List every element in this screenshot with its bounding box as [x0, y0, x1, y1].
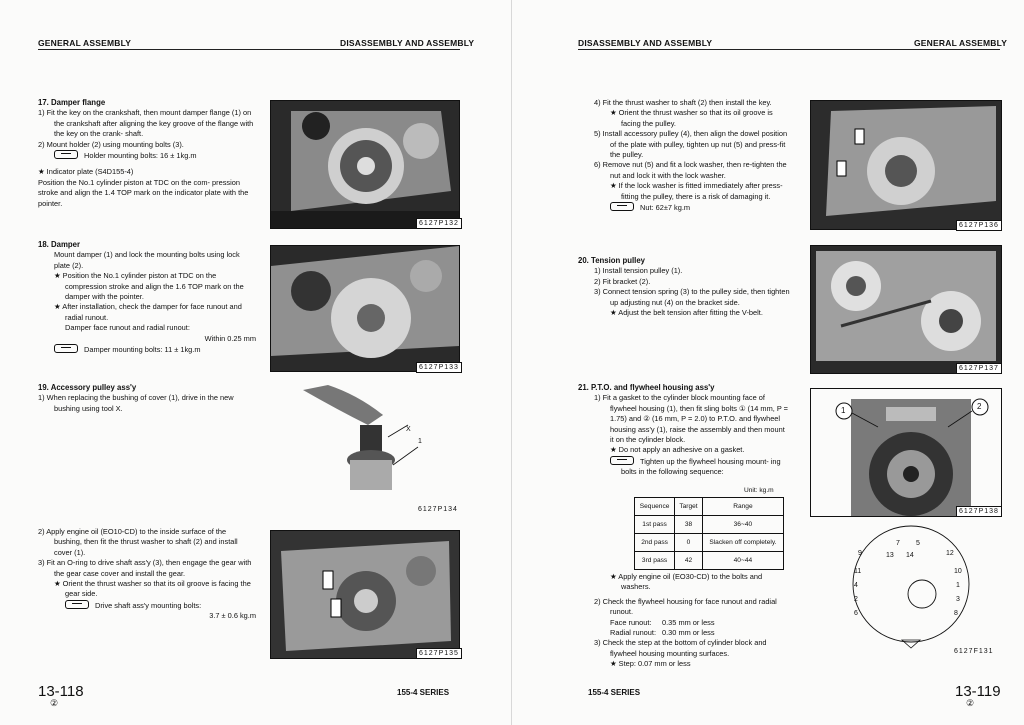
header-right: GENERAL ASSEMBLY	[914, 38, 1008, 48]
step-6: 6) Remove nut (5) and fit a lock washer, then re-tighten the nut and lock it with the lock washer.	[594, 160, 787, 180]
photo-caption: 6127P133	[416, 362, 462, 373]
section-21-step-3: 3) Check the step at the bottom of cylinder block and flywheel housing mounting surfaces.	[594, 638, 767, 658]
table-cell: 38	[675, 516, 703, 534]
section-19-torque	[38, 600, 256, 611]
section-21-star-2: ★ Apply engine oil (EO30-CD) to the bolts and washers.	[610, 572, 763, 592]
section-19-step-1: 1) When replacing the bushing of cover (1), drive in the new bushing using tool X.	[38, 393, 234, 413]
section-20-step-1: 1) Install tension pulley (1).	[594, 266, 683, 276]
step-4-star: ★ Orient the thrust washer so that its oil groove is facing the pulley.	[610, 108, 773, 128]
bolt-number: 10	[954, 568, 962, 575]
torque-spec: Damper mounting bolts: 11 ± 1kg.m	[84, 345, 201, 355]
table-row	[635, 552, 784, 570]
section-18-step: Mount damper (1) and lock the mounting bolts using lock plate (2).	[54, 250, 240, 270]
bolt-number: 4	[854, 582, 858, 589]
bolt-sequence-diagram	[850, 522, 972, 650]
series-label: 155-4 SERIES	[588, 688, 641, 697]
callout-1: 1	[841, 406, 847, 415]
section-19	[38, 383, 256, 414]
header-rule	[38, 49, 460, 50]
bolt-number: 7	[896, 540, 900, 547]
engine-photo-image	[271, 101, 459, 228]
section-18-star-1: ★ Position the No.1 cylinder piston at TDC on the compression stroke and align the 1.6 TOP mark on the damper with the pointer.	[54, 271, 244, 302]
engine-photo-image	[811, 246, 1001, 373]
bolt-number: 1	[956, 582, 960, 589]
engine-photo-image	[811, 101, 1001, 229]
torque-wrench-icon	[610, 202, 634, 211]
photo-caption: 6127P132	[416, 218, 462, 229]
section-21-star: ★ Do not apply an adhesive on a gasket.	[610, 445, 745, 455]
radial-runout-value: 0.30 mm or less	[662, 628, 715, 638]
label-x: X	[406, 426, 412, 433]
step-spec: ★ Step: 0.07 mm or less	[610, 659, 691, 669]
photo-6127p132	[270, 100, 460, 229]
torque-value: 3.7 ± 0.6 kg.m	[209, 611, 256, 621]
table-unit: Unit: kg.m	[744, 487, 774, 494]
bolt-number: 9	[858, 550, 862, 557]
page-number: 13-119	[955, 683, 1001, 700]
photo-6127p136	[810, 100, 1002, 230]
table-cell: Slacken off completely.	[702, 534, 783, 552]
torque-wrench-icon	[610, 456, 634, 465]
section-21	[578, 383, 790, 478]
face-runout-value: 0.35 mm or less	[662, 617, 715, 627]
label-1: 1	[418, 438, 423, 445]
section-17	[38, 98, 256, 209]
table-cell: 42	[675, 552, 703, 570]
page-number: 13-118	[38, 683, 84, 700]
section-19-title: 19. Accessory pulley ass'y	[38, 383, 137, 392]
section-19-step-3: 3) Fit an O-ring to drive shaft ass'y (3), then engage the gear with the gear case cover and install the gear.	[38, 558, 252, 578]
figure-caption: 6127F131	[954, 648, 994, 655]
table-row	[635, 534, 784, 552]
bolt-number: 11	[854, 568, 862, 575]
photo-6127p133	[270, 245, 460, 372]
section-20	[578, 256, 790, 318]
header-left: DISASSEMBLY AND ASSEMBLY	[578, 38, 713, 48]
photo-6127p135	[270, 530, 460, 659]
section-19-step-2: 2) Apply engine oil (EO10-CD) to the inside surface of the bushing, then fit the thrust washer to shaft (2) and install cover (1).	[38, 527, 238, 557]
bolt-number: 6	[854, 610, 858, 617]
photo-caption: 6127P137	[956, 363, 1002, 374]
column-header: Sequence	[635, 498, 675, 516]
tool-x-illustration	[298, 385, 448, 503]
table-cell: 36~40	[702, 516, 783, 534]
section-17-title: 17. Damper flange	[38, 98, 106, 107]
section-20-title: 20. Tension pulley	[578, 256, 646, 265]
section-19-steps-4-6	[594, 98, 790, 213]
step-6-torque	[594, 202, 790, 213]
torque-spec: Drive shaft ass'y mounting bolts:	[95, 600, 202, 610]
photo-caption: 6127P138	[956, 506, 1002, 517]
section-17-star-body: Position the No.1 cylinder piston at TDC on the com- pression stroke and align the 1.4 TOP mark on the indicator plate with the pointer.	[38, 177, 249, 208]
section-21-title: 21. P.T.O. and flywheel housing ass'y	[578, 383, 715, 392]
table-cell: 0	[675, 534, 703, 552]
section-19-star: ★ Orient the thrust washer so that its oil groove is facing the gear side.	[54, 579, 251, 599]
section-21-step-1: 1) Fit a gasket to the cylinder block mounting face of flywheel housing (1), then fit sling bolts ① (14 mm, P = 1.75) and ② (16 mm, P = 2.0) to P.T.O. and flywheel housing ass'y (1), raise the assembly and then mount it on the cylinder block.	[594, 393, 788, 445]
revision-mark: ②	[50, 698, 59, 708]
bushing-tool-image	[298, 385, 448, 503]
engine-photo-image	[271, 531, 459, 658]
flywheel-outline	[850, 522, 972, 650]
table-cell: 2nd pass	[635, 534, 675, 552]
section-17-step-2: 2) Mount holder (2) using mounting bolts (3).	[38, 139, 184, 149]
photo-6127p137	[810, 245, 1002, 374]
torque-wrench-icon	[65, 600, 89, 609]
header-right: DISASSEMBLY AND ASSEMBLY	[340, 38, 475, 48]
header-left: GENERAL ASSEMBLY	[38, 38, 132, 48]
bolt-number: 12	[946, 550, 954, 557]
torque-wrench-icon	[54, 150, 78, 159]
section-21-continued	[578, 572, 790, 670]
section-18-torque	[38, 344, 256, 355]
photo-caption: 6127P135	[416, 648, 462, 659]
bolt-number: 2	[854, 596, 858, 603]
bolt-number: 14	[906, 552, 914, 559]
section-17-torque	[38, 150, 256, 161]
photo-caption: 6127P134	[418, 506, 458, 513]
step-4: 4) Fit the thrust washer to shaft (2) then install the key.	[594, 98, 772, 107]
sling-bolt-callouts	[830, 393, 1000, 433]
torque-spec: Holder mounting bolts: 16 ± 1kg.m	[84, 151, 197, 161]
table-row	[635, 516, 784, 534]
series-label: 155-4 SERIES	[397, 688, 450, 697]
bolt-number: 3	[956, 596, 960, 603]
radial-runout	[594, 628, 790, 638]
runout-label: Damper face runout and radial runout:	[65, 323, 190, 333]
revision-mark: ②	[966, 698, 975, 708]
section-17-star: ★ Indicator plate (S4D155-4)	[38, 167, 134, 177]
section-19-continued	[38, 527, 256, 622]
radial-runout-label: Radial runout:	[610, 628, 657, 638]
header-rule	[578, 49, 1000, 50]
callout-leaders	[830, 393, 1000, 433]
section-21-step-2: 2) Check the flywheel housing for face runout and radial runout.	[594, 596, 777, 617]
section-21-torque	[594, 456, 790, 478]
tightening-sequence-table	[634, 497, 784, 570]
engine-photo-image	[271, 246, 459, 371]
section-18-title: 18. Damper	[38, 240, 81, 249]
table-cell: 3rd pass	[635, 552, 675, 570]
table-header-row	[635, 498, 784, 516]
section-20-step-2: 2) Fit bracket (2).	[594, 276, 651, 286]
column-header: Target	[675, 498, 703, 516]
section-18-star-2: ★ After installation, check the damper for face runout and radial runout.	[54, 302, 242, 322]
bolt-number: 13	[886, 552, 894, 559]
callout-2: 2	[977, 402, 983, 411]
column-header: Range	[702, 498, 783, 516]
table-cell: 40~44	[702, 552, 783, 570]
right-page	[512, 0, 1024, 725]
bolt-number: 8	[954, 610, 958, 617]
section-18	[38, 240, 256, 355]
torque-spec: Tighten up the flywheel housing mount- ing bolts in the following sequence:	[621, 456, 781, 477]
bolt-number: 5	[916, 540, 920, 547]
table-cell: 1st pass	[635, 516, 675, 534]
photo-caption: 6127P136	[956, 220, 1002, 231]
face-runout	[594, 618, 790, 628]
torque-wrench-icon	[54, 344, 78, 353]
section-20-step-3: 3) Connect tension spring (3) to the pulley side, then tighten up adjusting nut (4) on the bracket side.	[594, 287, 790, 307]
torque-spec: Nut: 62±7 kg.m	[640, 203, 691, 213]
step-5: 5) Install accessory pulley (4), then align the dowel position of the plate with pulley, tighten up nut (5) and press-fit the pulley.	[594, 129, 788, 160]
runout-value: Within 0.25 mm	[204, 333, 256, 343]
face-runout-label: Face runout:	[610, 617, 652, 627]
step-6-star: ★ If the lock washer is fitted immediately after press-fitting the pulley, there is a risk of damaging it.	[610, 181, 783, 201]
section-20-star: ★ Adjust the belt tension after fitting the V-belt.	[610, 308, 763, 318]
section-17-step-1: 1) Fit the key on the crankshaft, then mount damper flange (1) on the crankshaft after aligning the key groove of the flange with the key on the crank- shaft.	[38, 108, 254, 139]
